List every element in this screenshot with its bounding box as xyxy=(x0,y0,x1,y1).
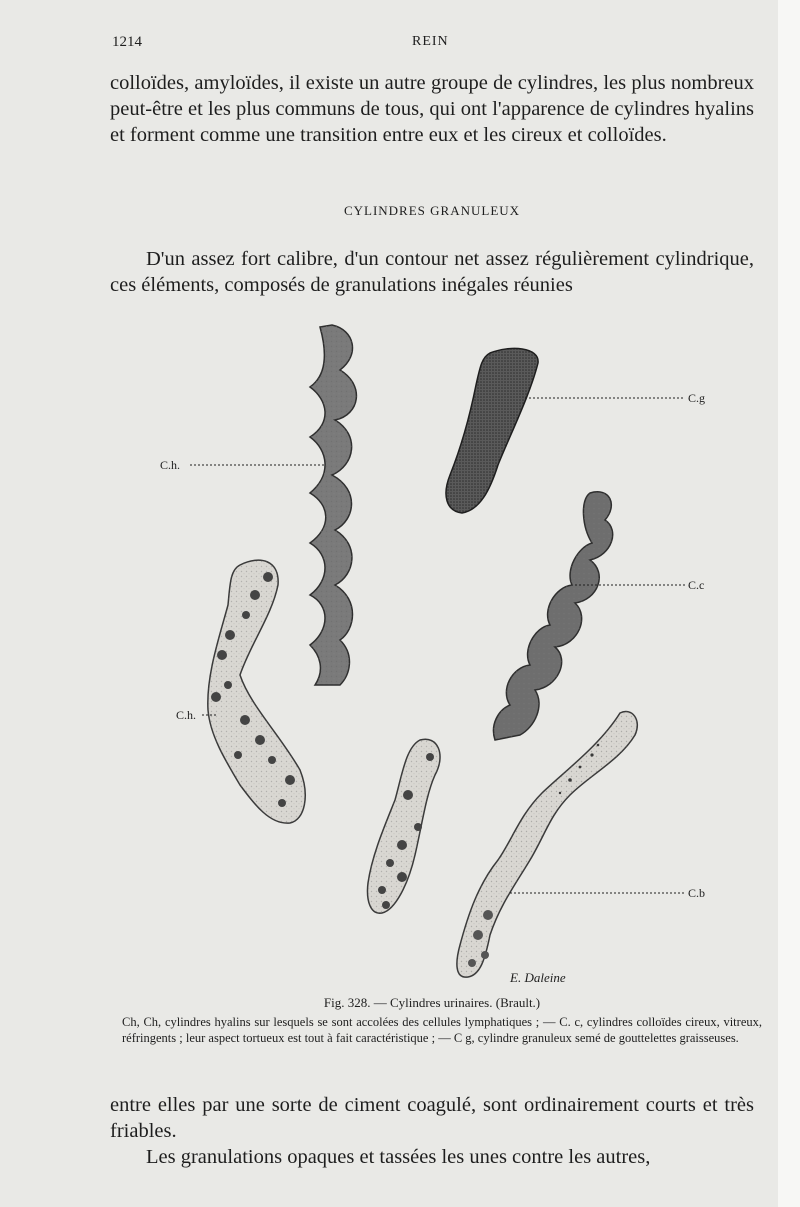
paragraph-continued xyxy=(110,1092,754,1144)
label-cb: C.b xyxy=(688,886,706,900)
paragraph-intro-text: D'un assez fort calibre, d'un contour net assez régulièrement cylindrique, ces éléments, composés de granulations inégales réunies xyxy=(110,248,754,296)
paragraph-intro xyxy=(110,246,754,298)
paragraph-last xyxy=(110,1144,754,1170)
section-title: CYLINDRES GRANULEUX xyxy=(343,203,521,218)
page-edge xyxy=(778,0,800,1207)
label-cg: C.g xyxy=(688,391,706,405)
label-ch-upper: C.h. xyxy=(160,458,181,472)
hyaline-cast-left xyxy=(208,560,305,823)
label-ch-lower: C.h. xyxy=(176,708,197,722)
artist-signature: E. Daleine xyxy=(510,970,566,985)
paragraph-last-text: Les granulations opaques et tassées les unes contre les autres, xyxy=(146,1146,651,1168)
figure-caption-text: Ch, Ch, cylindres hyalins sur lesquels se sont accolées des cellules lymphatiques ; — C. c, cylindres colloïdes cireux, vitreux, réfringents ; leur aspect tortueux est tout à fait caractéristique ; — C g, cylindre granuleux semé de gouttelettes graisseuses. xyxy=(122,1015,762,1045)
paragraph-top xyxy=(110,70,754,148)
label-cc: C.c xyxy=(688,578,705,592)
figure-caption-title: Fig. 328. — Cylindres urinaires. (Brault.) xyxy=(323,995,541,1010)
figure-urinary-casts xyxy=(150,315,730,995)
leader-lines xyxy=(190,398,685,893)
page-header xyxy=(112,34,752,54)
paragraph-top-text: colloïdes, amyloïdes, il existe un autre groupe de cylindres, les plus nombreux peut-être et les plus communs de tous, qui ont l'apparence de cylindres hyalins et forment comme une transition entre eux et les cireux et colloïdes. xyxy=(110,72,754,146)
page-number: 1214 xyxy=(112,34,142,50)
figure-caption xyxy=(122,1014,762,1046)
hyaline-cast-twisted xyxy=(457,712,637,978)
running-title: REIN xyxy=(412,34,449,49)
figure-illustration xyxy=(150,315,730,995)
waxy-cast-left xyxy=(310,325,356,685)
paragraph-continued-text: entre elles par une sorte de ciment coagulé, sont ordinairement courts et très friables. xyxy=(110,1094,754,1142)
hyaline-cast-small xyxy=(368,739,441,913)
granular-cast xyxy=(446,348,538,513)
waxy-cast-right xyxy=(493,492,612,740)
